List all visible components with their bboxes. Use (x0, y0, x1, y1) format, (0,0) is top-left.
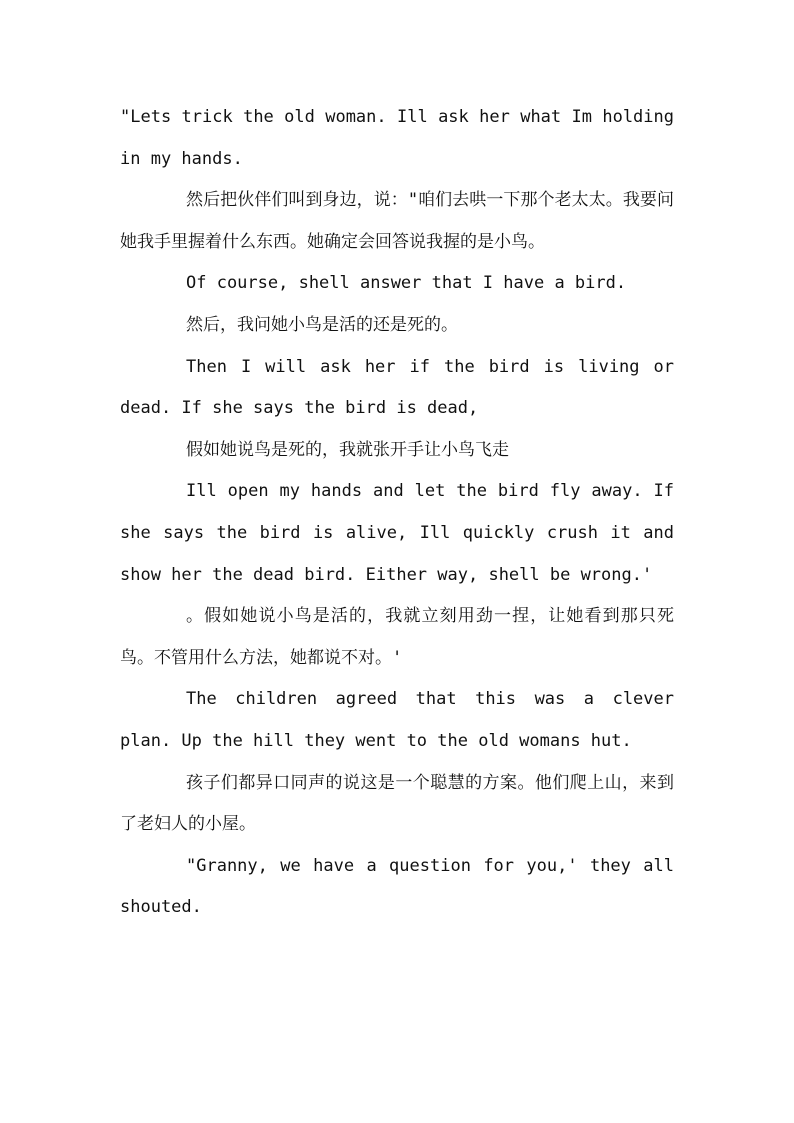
paragraph-4: 然后，我问她小鸟是活的还是死的。 (186, 314, 458, 335)
paragraph-5: Then I will ask her if the bird is living or dead. If she says the bird is dead, (120, 356, 674, 419)
paragraph-10: 孩子们都异口同声的说这是一个聪慧的方案。他们爬上山，来到了老妇人的小屋。 (120, 772, 674, 835)
paragraph-2: 然后把伙伴们叫到身边，说："咱们去哄一下那个老太太。我要问她我手里握着什么东西。她确定会回答说我握的是小鸟。 (120, 190, 674, 252)
paragraph-11: "Granny, we have a question for you,' they all shouted. (120, 855, 674, 918)
document-body (120, 97, 674, 929)
paragraph-7: Ill open my hands and let the bird fly away. If she says the bird is alive, Ill quickly crush it and show her the dead bird. Either way, shell be wrong.' (120, 481, 674, 585)
paragraph-9: The children agreed that this was a clever plan. Up the hill they went to the old womans hut. (120, 689, 674, 751)
paragraph-3: Of course, shell answer that I have a bird. (186, 273, 627, 294)
paragraph-8: 。假如她说小鸟是活的，我就立刻用劲一捏，让她看到那只死鸟。不管用什么方法，她都说不对。' (120, 606, 674, 668)
paragraph-6: 假如她说鸟是死的，我就张开手让小鸟飞走 (186, 439, 509, 460)
paragraph-1: "Lets trick the old woman. Ill ask her what Im holding in my hands. (120, 107, 674, 169)
